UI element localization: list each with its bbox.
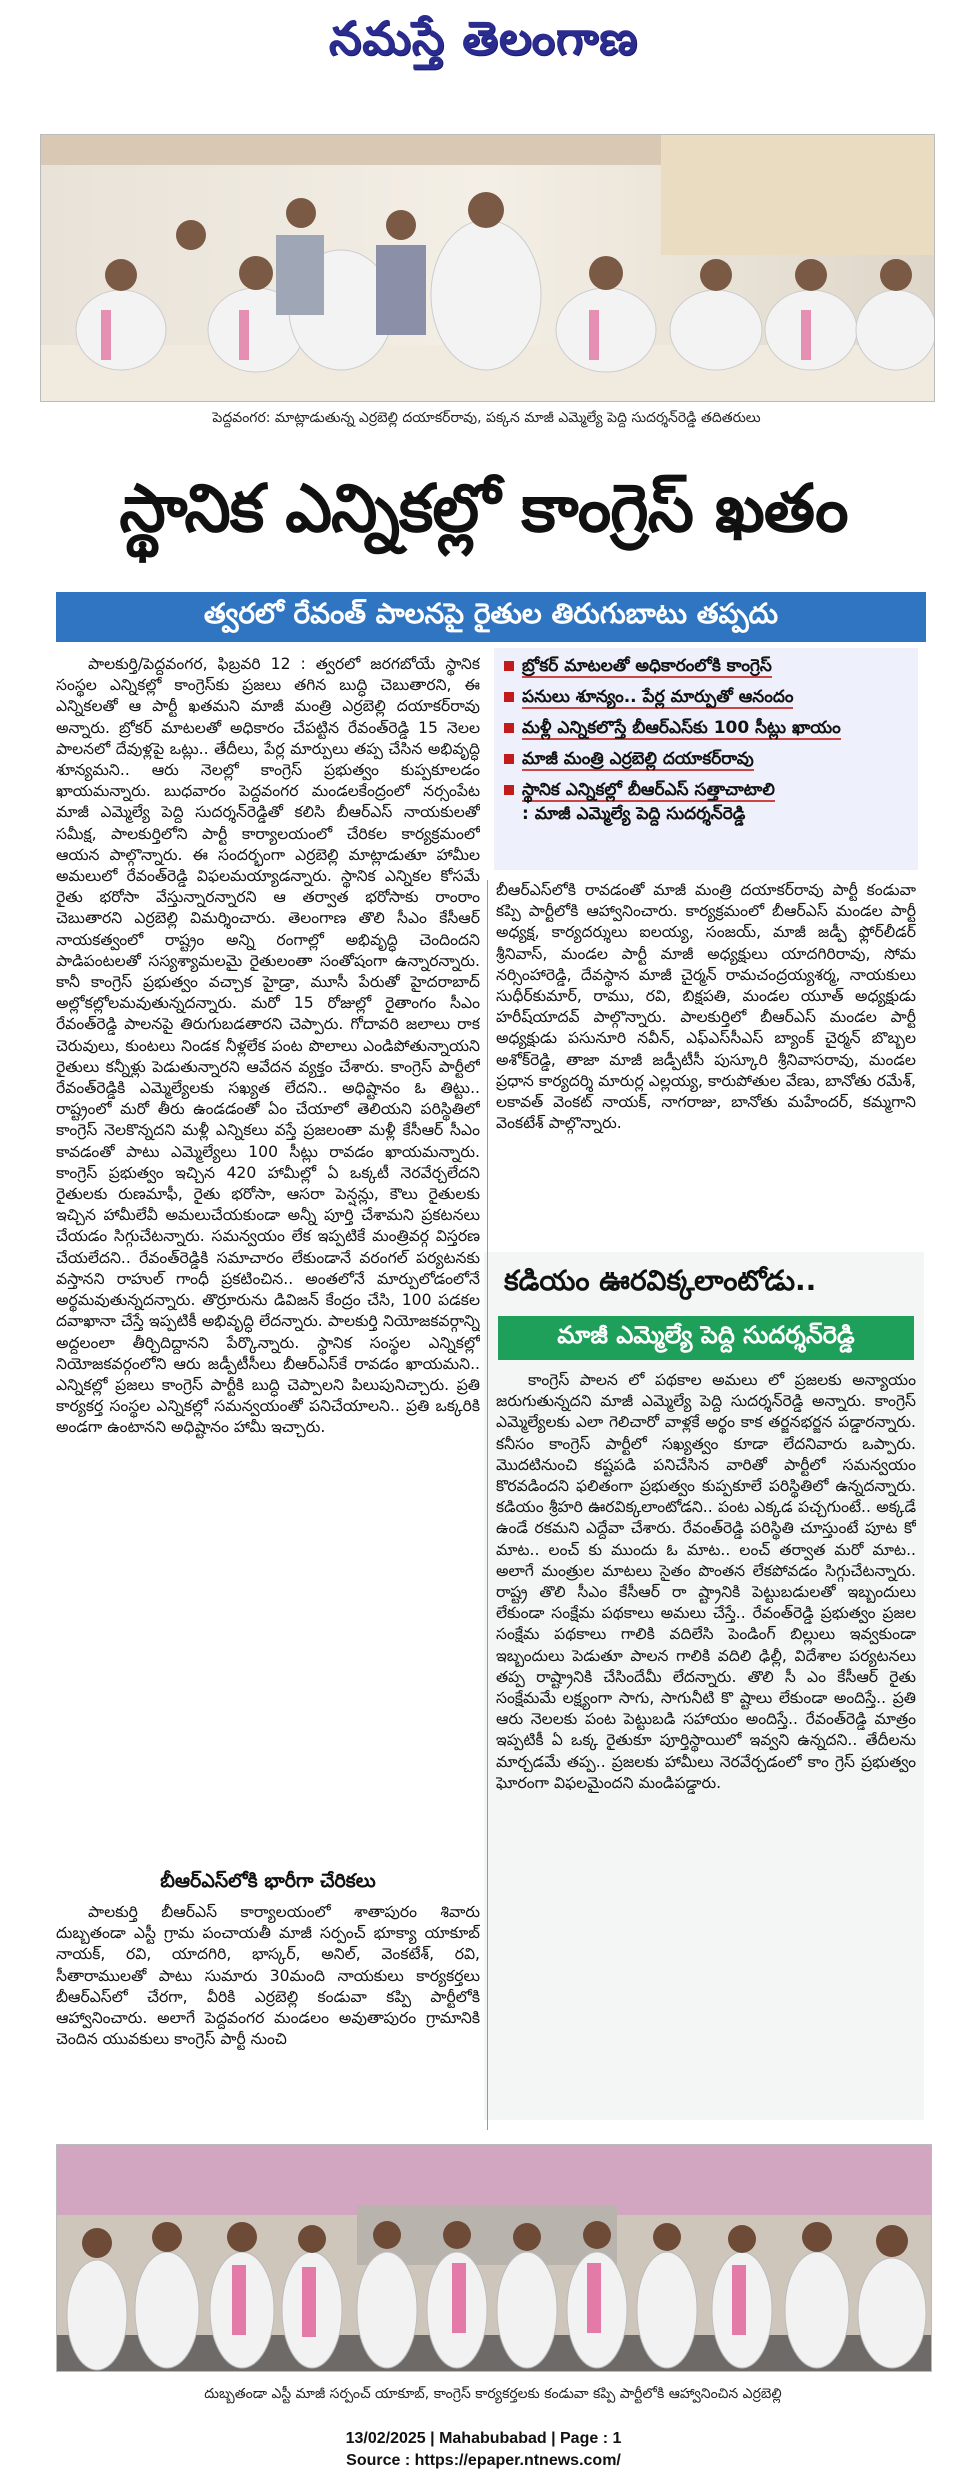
column-divider bbox=[487, 880, 488, 2130]
footer-source: Source : https://epaper.ntnews.com/ bbox=[346, 2452, 621, 2469]
highlight-item: స్థానిక ఎన్నికల్లో బీఆర్‌ఎస్ సత్తాచాటాలి bbox=[504, 780, 908, 802]
article-paragraph: పాలకుర్తి బీఆర్‌ఎస్ కార్యాలయంలో శాతాపురం శివారు దుబ్బతండా ఎస్టీ గ్రామ పంచాయతీ మాజీ సర్పంచ్ భూక్యా యాకూబ్ నాయక్, రవి, యాదగిరి, భాస్కర్, అనిల్, వెంకటేశ్, రవి, సీతారాములతో పాటు సుమారు 30మంది నాయకులు కార్యకర్తలు బీఆర్‌ఎస్‌లో చేరగా, వీరికి ఎర్రబెల్లి కండువా కప్పి పార్టీలోకి ఆహ్వానించారు. అలాగే పెద్దవంగర మండలం అవుతాపురం గ్రామానికి చెందిన యువకులు కాంగ్రెస్ పార్టీ నుంచి bbox=[56, 1903, 480, 2049]
footer-date: 13/02/2025 | Mahabubabad | Page : 1 bbox=[345, 2430, 622, 2447]
bullet-icon bbox=[504, 692, 514, 702]
left-subheading: బీఆర్‌ఎస్‌లోకి భారీగా చేరికలు bbox=[160, 1870, 376, 1892]
highlight-item: పనులు శూన్యం.. పేర్ల మార్పుతో ఆనందం bbox=[504, 687, 908, 709]
highlight-attribution: : మాజీ ఎమ్మెల్యే పెద్ది సుదర్శన్‌రెడ్డి bbox=[522, 804, 746, 824]
bullet-icon bbox=[504, 785, 514, 795]
photo-joining bbox=[56, 2144, 932, 2372]
article-body-left bbox=[56, 654, 480, 1860]
kadiyam-speaker-band: మాజీ ఎమ్మెల్యే పెద్ది సుదర్శన్‌రెడ్డి bbox=[498, 1316, 914, 1360]
photo-meeting bbox=[40, 134, 935, 402]
highlights-box bbox=[494, 648, 918, 870]
article-body-left-2 bbox=[56, 1902, 480, 2132]
article-paragraph: కాంగ్రెస్ పాలన లో పథకాల అమలు లో ప్రజలకు అన్యాయం జరుగుతున్నదని మాజీ ఎమ్మెల్యే పెద్ది సుదర్శన్‌రెడ్డి అన్నారు. కాంగ్రెస్ ఎమ్మెల్యేలకు ఎలా గెలిచారో వాళ్లకే అర్థం కాక తర్జనభర్జన పడ్డారన్నారు. కనీసం కాంగ్రెస్ పార్టీలో సఖ్యత్వం కూడా లేదనివారు ఒప్పారు. మొదటినుంచి కష్టపడి పనిచేసిన వారితో పార్టీలో సమన్వయం కొరవడిందని ఫలితంగా ప్రభుత్వం కుప్పకూలే పరిస్థితిలో ఉన్నదన్నారు. కడియం శ్రీహరి ఊరవిక్కలాంటోడని.. పంట ఎక్కడ పచ్చగుంటే.. అక్కడే ఉండే రకమని ఎద్దేవా చేశారు. రేవంత్‌రెడ్డి పరిస్థితి చూస్తుంటే పూట కో మాట.. లంచ్ కు ముందు ఓ మాట.. లంచ్ తర్వాత మరో మాట.. అలాగే మంత్రుల మాటలు సైతం పొంతన లేకపోవడం సిగ్గుచేటన్నారు. రాష్ట్ర తొలి సీఎం కేసీఆర్ రా ష్ట్రానికి పెట్టుబడులతో ఇబ్బందులు లేకుండా సంక్షేమ పథకాలు అమలు చేస్తే.. రేవంత్‌రెడ్డి ప్రభుత్వం ప్రజల సంక్షేమ పథకాలు గాలికి వదిలేసి పెండింగ్ బిల్లులు ఇవ్వకుండా ఇబ్బందులు పెడుతూ పాలన గాలికి వదిలి ఢిల్లీ, విదేశాల పర్యటనలు తప్ప రాష్ట్రానికి చేసిందేమీ లేదన్నారు. తొలి సీ ఎం కేసీఆర్ రైతు సంక్షేమమే లక్ష్యంగా సాగు, సాగునీటి కొ ష్టాలు లేకుండా అందిస్తే.. ప్రతి ఆరు నెలలకు పంట పెట్టుబడి సహాయం అందిస్తే.. రేవంత్‌రెడ్డి మాత్రం ఇప్పటికీ ఏ ఒక్క రైతుకూ పూర్తిస్థాయిలో ఇవ్వని ఉన్నదని.. తేదీలను మార్చడమే తప్ప.. ప్రజలకు హామీలు నెరవేర్చడంలో కాం గ్రెస్ ప్రభుత్వం ఘోరంగా విఫలమైందని మండిపడ్డారు. bbox=[496, 1371, 916, 1792]
photo-caption-2: దుబ్బతండా ఎస్టీ మాజీ సర్పంచ్ యాకూబ్, కాంగ్రెస్ కార్యకర్తలకు కండువా కప్పి పార్టీలోకి ఆహ్వానించిన ఎర్రబెల్లి bbox=[204, 2386, 782, 2402]
bullet-icon bbox=[504, 723, 514, 733]
highlight-item: బ్రోకర్ మాటలతో అధికారంలోకి కాంగ్రెస్ bbox=[504, 656, 908, 678]
headline: స్థానిక ఎన్నికల్లో కాంగ్రెస్ ఖతం bbox=[119, 469, 848, 547]
article-body-right bbox=[496, 880, 916, 1242]
highlight-item: మాజీ మంత్రి ఎర్రబెల్లి దయాకర్‌రావు bbox=[504, 749, 908, 771]
subheadline-bar: త్వరలో రేవంత్ పాలనపై రైతుల తిరుగుబాటు తప్పదు bbox=[56, 592, 926, 642]
bullet-icon bbox=[504, 661, 514, 671]
highlight-item: మళ్లీ ఎన్నికలొస్తే బీఆర్‌ఎస్‌కు 100 సీట్లు ఖాయం bbox=[504, 718, 908, 740]
bullet-icon bbox=[504, 754, 514, 764]
kadiyam-body bbox=[496, 1370, 916, 2112]
masthead: నమస్తే తెలంగాణ bbox=[328, 11, 639, 65]
article-paragraph: బీఆర్‌ఎస్‌లోకి రావడంతో మాజీ మంత్రి దయాకర్‌రావు పార్టీ కండువా కప్పి పార్టీలోకి ఆహ్వానించారు. కార్యక్రమంలో బీఆర్‌ఎస్ మండల పార్టీ అధ్యక్ష, కార్యదర్శులు ఐలయ్య, సంజయ్, మాజీ జడ్పీ ఫ్లోర్‌లీడర్ శ్రీనివాస్, మండల పార్టీ మాజీ అధ్యక్షులు యాదగిరిరావు, సోమ నర్సింహారెడ్డి, దేవస్థాన మాజీ చైర్మన్ రామచంద్రయ్యశర్మ, నాయకులు సుధీర్‌కుమార్, రాము, రవి, బిక్షపతి, మండల యూత్ అధ్యక్షుడు హరీష్‌యాదవ్ పాల్గొన్నారు. పాలకుర్తిలో బీఆర్‌ఎస్ మండల పార్టీ అధ్యక్షుడు పసునూరి నవీన్, ఎఫ్‌ఎస్‌సీఎస్ బ్యాంక్ చైర్మన్ బొబ్బల అశోక్‌రెడ్డి, తాజా మాజీ జడ్పీటీసీ పుస్కూరి శ్రీనివాసరావు, మండల ప్రధాన కార్యదర్శి మారుర్ల ఎల్లయ్య, కారుపోతుల వేణు, బానోతు రమేశ్, లకావత్ వెంకట్ నాయక్, నాగరాజు, బానోతు మహేందర్, కమ్మగాని వెంకటేశ్ పాల్గొన్నారు. bbox=[496, 881, 916, 1133]
photo-caption-1: పెద్దవంగర: మాట్లాడుతున్న ఎర్రబెల్లి దయాకర్‌రావు, పక్కన మాజీ ఎమ్మెల్యే పెద్ది సుదర్శన్‌రెడ్డి తదితరులు bbox=[212, 410, 761, 426]
article-paragraph: పాలకుర్తి/పెద్దవంగర, ఫిబ్రవరి 12 : త్వరలో జరగబోయే స్థానిక సంస్థల ఎన్నికల్లో కాంగ్రెస్‌కు ప్రజలు తగిన బుద్ధి చెబుతారని, ఈ ఎన్నికలతో ఆ పార్టీ ఖతమని మాజీ మంత్రి ఎర్రబెల్లి దయాకర్‌రావు అన్నారు. బ్రోకర్ మాటలతో అధికారం చేపట్టిన రేవంత్‌రెడ్డి 15 నెలల పాలనలో దేవుళ్లపై ఒట్లు.. తేదీలు, పేర్ల మార్పులు తప్ప చేసిన అభివృద్ధి శూన్యమని.. ఆరు నెలల్లో కాంగ్రెస్ ప్రభుత్వం కుప్పకూలడం ఖాయమన్నారు. బుధవారం పెద్దవంగర మండలకేంద్రంలో నర్సంపేట మాజీ ఎమ్మెల్యే పెద్ది సుదర్శన్‌రెడ్డితో కలిసి బీఆర్‌ఎస్ నాయకులతో సమీక్ష, పాలకుర్తిలోని పార్టీ కార్యాలయంలో చేరికల కార్యక్రమంలో ఆయన పాల్గొన్నారు. ఈ సందర్భంగా ఎర్రబెల్లి మాట్లాడుతూ హామీల అమలులో రేవంత్‌రెడ్డి విఫలమయ్యాడన్నారు. స్థానిక ఎన్నికల కోసమే రైతు భరోసా వేస్తున్నారన్నారని ఆ తర్వాత భరోసాకు రాంరాం చెబుతారని ఎర్రబెల్లి విమర్శించారు. తెలంగాణ తొలి సీఎం కేసీఆర్ నాయకత్వంలో రాష్ట్రం అన్ని రంగాల్లో అభివృద్ధి చెందిందని పాడిపంటలతో సస్యశ్యామలమై రైతులంతా సంతోషంగా ఉన్నారన్నారు. కానీ కాంగ్రెస్ ప్రభుత్వం వచ్చాక హైడ్రా, మూసీ పేరుతో హైదరాబాద్‌ అల్లోకల్లోలమవుతున్నదన్నారు. మరో 15 రోజుల్లో రైతాంగం సీఎం రేవంత్‌రెడ్డి పాలనపై తిరుగుబడతారని చెప్పారు. గోదావరి జలాలు రాక చెరువులు, కుంటలు నిండక నీళ్లలేక పంట పొలాలు ఎండిపోతున్నాయని రైతులు కన్నీళ్లు పెడుతున్నారని ఆవేదన వ్యక్తం చేశారు. కాంగ్రెస్ పార్టీలో రేవంత్‌రెడ్డికి ఎమ్మెల్యేలకు సఖ్యత లేదని.. అధిష్టానం ఓ తిట్టు.. రాష్ట్రంలో మరో తీరు ఉండడంతో ఏం చేయాలో తెలియని పరిస్థితిలో కాంగ్రెస్ నెలకొన్నదని మళ్లీ ఎన్నికలు వస్తే ప్రజలంతా మళ్లీ కేసీఆర్‌ సీఎం కావడంతో పాటు ఎమ్మెల్యేలు 100 సీట్లు రావడం ఖాయమన్నారు. కాంగ్రెస్ ప్రభుత్వం ఇచ్చిన 420 హామీల్లో ఏ ఒక్కటీ నెరవేర్చలేదని రైతులకు రుణమాఫీ, రైతు భరోసా, ఆసరా పెన్షన్లు, కౌలు రైతులకు ఇచ్చిన హామీలేవీ అమలుచేయకుండా అన్నీ పూర్తి చేశామని ప్రకటనలు చేయడం సిగ్గుచేటన్నారు. సమన్వయం లేక ఇప్పటికే మంత్రివర్గ విస్తరణ చేయలేదని.. రేవంత్‌రెడ్డికి సమాచారం లేకుండానే వరంగల్ పర్యటనకు వస్తానని రాహుల్ గాంధీ ప్రకటించిన.. అంతలోనే మార్పులోడంలోనే అర్థమవుతున్నదన్నారు. తొర్రూరును డివిజన్ కేంద్రం చేసి, 100 పడకల దవాఖానా చేస్తే ఇప్పటికీ అభివృద్ధి లేదన్నారు. పాలకుర్తి నియోజకవర్గాన్ని అద్దలంలా తీర్చిదిద్దానని పేర్కొన్నారు. స్థానిక సంస్థల ఎన్నికల్లో నియోజకవర్గంలోని ఆరు జడ్పీటీసీలు బీఆర్‌ఎస్‌కే రావడం ఖాయమని.. ఎన్నికల్లో ప్రజలు కాంగ్రెస్ పార్టీకి బుద్ధి చెప్పాలని పిలుపునిచ్చారు. ప్రతి కార్యకర్త సంస్థల ఎన్నికల్లో సమన్వయంతో పనిచేయాలని.. ప్రతి ఒక్కరికి అండగా ఉంటానని అధిష్టానం హామీ ఇచ్చారు. bbox=[56, 655, 480, 1437]
kadiyam-title: కడియం ఊరవిక్కలాంటోడు.. bbox=[504, 1264, 817, 1297]
